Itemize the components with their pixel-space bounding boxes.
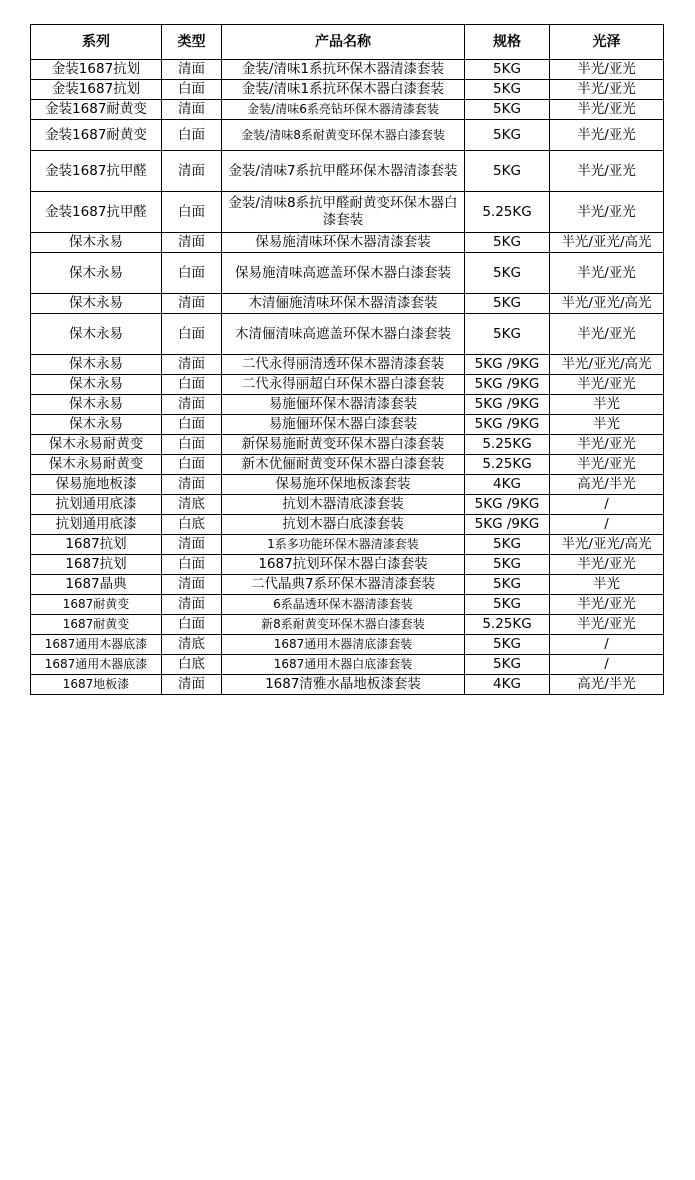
cell-type: 白面 — [162, 253, 222, 294]
table-row — [31, 575, 664, 595]
cell-series: 保木永易耐黄变 — [31, 435, 162, 455]
cell-spec: 5KG — [465, 294, 550, 314]
table-row — [31, 675, 664, 695]
cell-series: 金装1687耐黄变 — [31, 100, 162, 120]
cell-series: 金装1687耐黄变 — [31, 120, 162, 151]
cell-series: 1687耐黄变 — [31, 615, 162, 635]
cell-spec: 4KG — [465, 675, 550, 695]
header-product-name: 产品名称 — [222, 25, 465, 60]
cell-spec: 5KG /9KG — [465, 415, 550, 435]
cell-spec: 5.25KG — [465, 192, 550, 233]
cell-product-name: 保易施清味环保木器清漆套装 — [222, 233, 465, 253]
cell-spec: 5KG — [465, 60, 550, 80]
cell-series: 金装1687抗甲醛 — [31, 192, 162, 233]
cell-spec: 5KG — [465, 655, 550, 675]
cell-series: 保木永易 — [31, 415, 162, 435]
header-series: 系列 — [31, 25, 162, 60]
product-table — [30, 24, 664, 695]
cell-series: 保易施地板漆 — [31, 475, 162, 495]
cell-product-name: 木清俪施清味环保木器清漆套装 — [222, 294, 465, 314]
cell-spec: 5KG /9KG — [465, 355, 550, 375]
cell-type: 清面 — [162, 535, 222, 555]
cell-product-name: 金装/清味1系抗环保木器清漆套装 — [222, 60, 465, 80]
cell-product-name: 抗划木器白底漆套装 — [222, 515, 465, 535]
cell-gloss: 半光/亚光 — [550, 455, 664, 475]
cell-gloss: 高光/半光 — [550, 475, 664, 495]
table-row — [31, 294, 664, 314]
cell-series: 1687地板漆 — [31, 675, 162, 695]
table-row — [31, 60, 664, 80]
cell-series: 抗划通用底漆 — [31, 515, 162, 535]
cell-gloss: 半光/亚光 — [550, 314, 664, 355]
table-row — [31, 253, 664, 294]
cell-product-name: 金装/清味8系抗甲醛耐黄变环保木器白漆套装 — [222, 192, 465, 233]
cell-spec: 5KG — [465, 314, 550, 355]
cell-spec: 5.25KG — [465, 435, 550, 455]
cell-series: 1687抗划 — [31, 555, 162, 575]
cell-product-name: 二代永得丽超白环保木器白漆套装 — [222, 375, 465, 395]
cell-product-name: 二代永得丽清透环保木器清漆套装 — [222, 355, 465, 375]
cell-gloss: 半光/亚光/高光 — [550, 233, 664, 253]
cell-gloss: 半光/亚光 — [550, 253, 664, 294]
cell-gloss: 半光/亚光 — [550, 100, 664, 120]
cell-type: 清面 — [162, 294, 222, 314]
table-row — [31, 555, 664, 575]
cell-gloss: 半光/亚光 — [550, 595, 664, 615]
cell-type: 白底 — [162, 655, 222, 675]
cell-gloss: / — [550, 515, 664, 535]
cell-spec: 4KG — [465, 475, 550, 495]
cell-spec: 5KG /9KG — [465, 395, 550, 415]
cell-type: 清面 — [162, 475, 222, 495]
cell-gloss: 半光/亚光 — [550, 555, 664, 575]
cell-type: 清面 — [162, 675, 222, 695]
cell-type: 清面 — [162, 575, 222, 595]
table-row — [31, 314, 664, 355]
cell-type: 白面 — [162, 120, 222, 151]
cell-spec: 5.25KG — [465, 615, 550, 635]
cell-spec: 5.25KG — [465, 455, 550, 475]
cell-type: 白底 — [162, 515, 222, 535]
cell-spec: 5KG — [465, 151, 550, 192]
cell-gloss: / — [550, 655, 664, 675]
cell-spec: 5KG — [465, 535, 550, 555]
cell-type: 清底 — [162, 495, 222, 515]
cell-series: 1687晶典 — [31, 575, 162, 595]
cell-product-name: 易施俪环保木器清漆套装 — [222, 395, 465, 415]
cell-product-name: 新木优俪耐黄变环保木器白漆套装 — [222, 455, 465, 475]
cell-type: 白面 — [162, 615, 222, 635]
cell-gloss: 半光 — [550, 575, 664, 595]
table-row — [31, 615, 664, 635]
cell-type: 白面 — [162, 80, 222, 100]
cell-gloss: 半光/亚光/高光 — [550, 355, 664, 375]
cell-series: 保木永易 — [31, 395, 162, 415]
cell-product-name: 金装/清味6系亮钻环保木器清漆套装 — [222, 100, 465, 120]
cell-series: 1687抗划 — [31, 535, 162, 555]
cell-spec: 5KG /9KG — [465, 375, 550, 395]
cell-series: 保木永易耐黄变 — [31, 455, 162, 475]
table-row — [31, 120, 664, 151]
cell-gloss: 半光/亚光 — [550, 120, 664, 151]
cell-type: 清面 — [162, 100, 222, 120]
cell-type: 清底 — [162, 635, 222, 655]
cell-spec: 5KG — [465, 233, 550, 253]
cell-product-name: 二代晶典7系环保木器清漆套装 — [222, 575, 465, 595]
cell-spec: 5KG — [465, 635, 550, 655]
cell-type: 白面 — [162, 314, 222, 355]
cell-spec: 5KG — [465, 100, 550, 120]
header-type: 类型 — [162, 25, 222, 60]
cell-product-name: 6系晶透环保木器清漆套装 — [222, 595, 465, 615]
cell-series: 金装1687抗甲醛 — [31, 151, 162, 192]
table-row — [31, 495, 664, 515]
table-row — [31, 455, 664, 475]
table-row — [31, 635, 664, 655]
table-row — [31, 595, 664, 615]
cell-type: 白面 — [162, 415, 222, 435]
cell-type: 白面 — [162, 435, 222, 455]
cell-series: 1687通用木器底漆 — [31, 655, 162, 675]
cell-spec: 5KG /9KG — [465, 495, 550, 515]
cell-product-name: 新8系耐黄变环保木器白漆套装 — [222, 615, 465, 635]
table-row — [31, 375, 664, 395]
cell-type: 清面 — [162, 233, 222, 253]
cell-series: 保木永易 — [31, 294, 162, 314]
table-row — [31, 475, 664, 495]
cell-gloss: 半光/亚光 — [550, 192, 664, 233]
cell-product-name: 1687清雅水晶地板漆套装 — [222, 675, 465, 695]
cell-series: 保木永易 — [31, 314, 162, 355]
cell-product-name: 金装/清味7系抗甲醛环保木器清漆套装 — [222, 151, 465, 192]
table-row — [31, 415, 664, 435]
table-row — [31, 395, 664, 415]
cell-spec: 5KG — [465, 575, 550, 595]
table-row — [31, 100, 664, 120]
cell-type: 清面 — [162, 395, 222, 415]
cell-product-name: 保易施清味高遮盖环保木器白漆套装 — [222, 253, 465, 294]
cell-product-name: 金装/清味1系抗环保木器白漆套装 — [222, 80, 465, 100]
table-row — [31, 192, 664, 233]
cell-series: 保木永易 — [31, 375, 162, 395]
cell-type: 清面 — [162, 355, 222, 375]
cell-type: 白面 — [162, 375, 222, 395]
cell-gloss: 高光/半光 — [550, 675, 664, 695]
cell-type: 白面 — [162, 192, 222, 233]
header-row — [31, 25, 664, 60]
cell-series: 抗划通用底漆 — [31, 495, 162, 515]
table-row — [31, 655, 664, 675]
cell-product-name: 1687通用木器白底漆套装 — [222, 655, 465, 675]
cell-type: 清面 — [162, 151, 222, 192]
header-spec: 规格 — [465, 25, 550, 60]
cell-product-name: 抗划木器清底漆套装 — [222, 495, 465, 515]
cell-series: 保木永易 — [31, 233, 162, 253]
header-gloss: 光泽 — [550, 25, 664, 60]
cell-gloss: 半光/亚光 — [550, 375, 664, 395]
cell-gloss: 半光/亚光 — [550, 80, 664, 100]
cell-spec: 5KG — [465, 555, 550, 575]
table-row — [31, 435, 664, 455]
cell-type: 白面 — [162, 455, 222, 475]
table-row — [31, 515, 664, 535]
table-row — [31, 233, 664, 253]
cell-series: 保木永易 — [31, 355, 162, 375]
cell-gloss: 半光/亚光 — [550, 151, 664, 192]
cell-series: 保木永易 — [31, 253, 162, 294]
cell-series: 1687耐黄变 — [31, 595, 162, 615]
table-body — [31, 60, 664, 695]
table-row — [31, 80, 664, 100]
cell-gloss: 半光/亚光 — [550, 615, 664, 635]
cell-spec: 5KG /9KG — [465, 515, 550, 535]
cell-spec: 5KG — [465, 120, 550, 151]
cell-series: 1687通用木器底漆 — [31, 635, 162, 655]
cell-gloss: 半光/亚光 — [550, 435, 664, 455]
cell-spec: 5KG — [465, 80, 550, 100]
table-row — [31, 355, 664, 375]
cell-gloss: 半光/亚光/高光 — [550, 294, 664, 314]
cell-spec: 5KG — [465, 595, 550, 615]
cell-product-name: 易施俪环保木器白漆套装 — [222, 415, 465, 435]
cell-product-name: 金装/清味8系耐黄变环保木器白漆套装 — [222, 120, 465, 151]
cell-product-name: 保易施环保地板漆套装 — [222, 475, 465, 495]
cell-product-name: 1687通用木器清底漆套装 — [222, 635, 465, 655]
cell-gloss: 半光/亚光/高光 — [550, 535, 664, 555]
cell-product-name: 1687抗划环保木器白漆套装 — [222, 555, 465, 575]
cell-gloss: 半光 — [550, 395, 664, 415]
cell-product-name: 木清俪清味高遮盖环保木器白漆套装 — [222, 314, 465, 355]
cell-gloss: / — [550, 635, 664, 655]
cell-type: 清面 — [162, 60, 222, 80]
cell-type: 白面 — [162, 555, 222, 575]
cell-series: 金装1687抗划 — [31, 60, 162, 80]
cell-gloss: / — [550, 495, 664, 515]
cell-spec: 5KG — [465, 253, 550, 294]
table-row — [31, 535, 664, 555]
cell-product-name: 新保易施耐黄变环保木器白漆套装 — [222, 435, 465, 455]
cell-gloss: 半光 — [550, 415, 664, 435]
cell-product-name: 1系多功能环保木器清漆套装 — [222, 535, 465, 555]
cell-series: 金装1687抗划 — [31, 80, 162, 100]
cell-type: 清面 — [162, 595, 222, 615]
cell-gloss: 半光/亚光 — [550, 60, 664, 80]
table-row — [31, 151, 664, 192]
